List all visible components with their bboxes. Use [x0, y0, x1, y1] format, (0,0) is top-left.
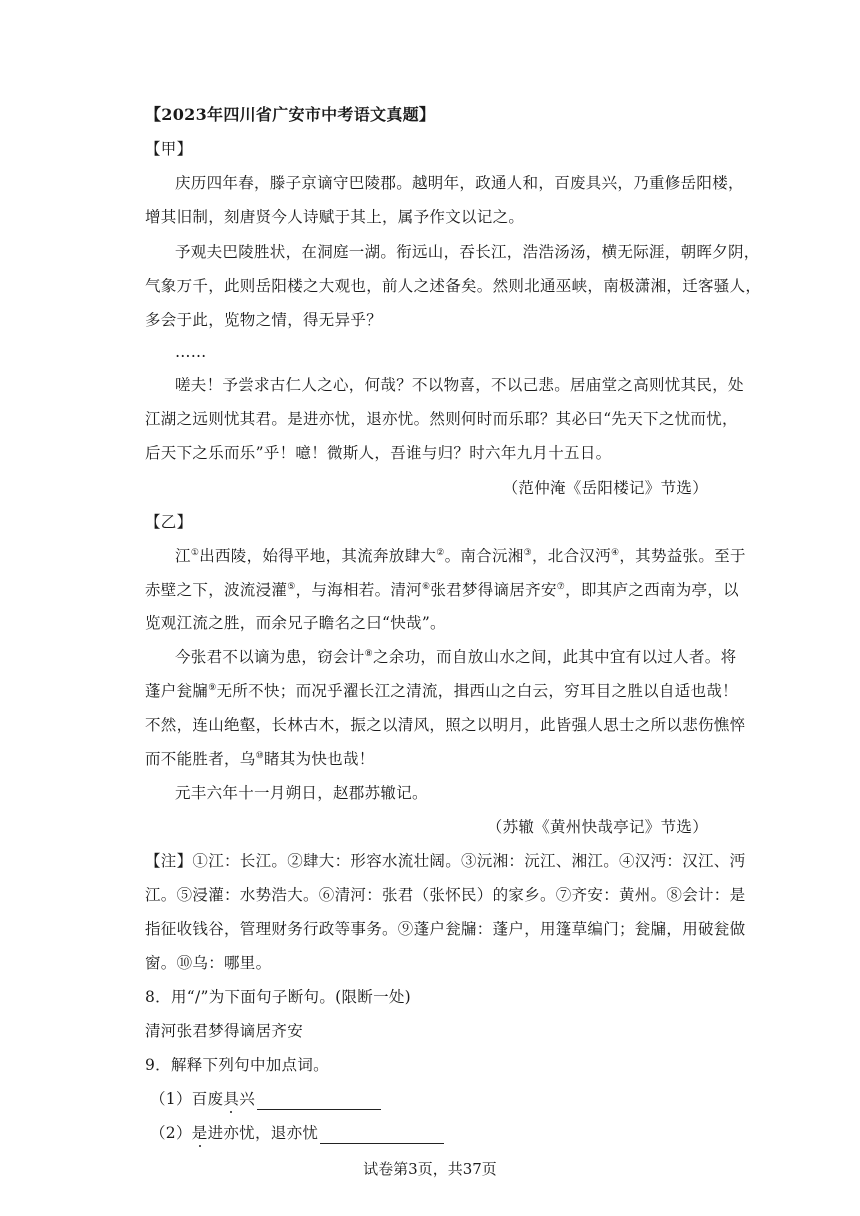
footnote-marker: ⑧ — [364, 648, 373, 659]
question-8-sentence: 清河张君梦得谪居齐安 — [145, 1022, 304, 1040]
yi-text-line: 今张君不以谪为患，窃会计⑧之余功，而自放山水之间，此其中宜有以过人者。将 — [175, 648, 737, 666]
yi-text-line: 不然，连山绝壑，长林古木，振之以清风，照之以明月，此皆强人思士之所以悲伤憔悴 — [145, 716, 746, 734]
notes-line: 指征收钱谷，管理财务行政等事务。⑨蓬户瓮牖：蓬户，用篷草编门；瓮牖，用破瓮做 — [145, 920, 746, 938]
question-9-item-2: （2）是进亦忧，退亦忧 — [150, 1122, 730, 1144]
footnote-marker: ⑤ — [287, 581, 296, 592]
emphasis-dot-word: 具 — [223, 1090, 240, 1108]
notes-line: 窗。⑩乌：哪里。 — [145, 954, 272, 972]
exam-heading: 【2023年四川省广安市中考语文真题】 — [145, 105, 436, 124]
yi-text-line: 览观江流之胜，而余兄子瞻名之曰“快哉”。 — [145, 614, 446, 632]
answer-blank[interactable] — [257, 1093, 381, 1110]
question-9-stem: 9．解释下列句中加点词。 — [145, 1056, 329, 1074]
yi-text-line: 蓬户瓮牖⑨无所不快；而况乎濯长江之清流，揖西山之白云，穷耳目之胜以自适也哉！ — [145, 682, 738, 700]
yi-source: （苏辙《黄州快哉亭记》节选） — [486, 818, 708, 836]
jia-text-line: 庆历四年春，滕子京谪守巴陵郡。越明年，政通人和，百废具兴，乃重修岳阳楼， — [175, 174, 744, 192]
page-footer: 试卷第3页，共37页 — [363, 1160, 497, 1178]
jia-text-line: 多会于此，览物之情，得无异乎？ — [145, 311, 383, 329]
question-8-stem: 8．用“/”为下面句子断句。(限断一处) — [145, 988, 412, 1006]
yi-text-line: 赤壁之下，波流浸灌⑤，与海相若。清河⑥张君梦得谪居齐安⑦，即其庐之西南为亭，以 — [145, 581, 739, 599]
jia-text-line: 江湖之远则忧其君。是进亦忧，退亦忧。然则何时而乐耶？其必曰“先天下之忧而忧， — [145, 410, 738, 428]
footnote-marker: ⑦ — [556, 581, 566, 592]
emphasis-dot-word: 是 — [191, 1124, 208, 1142]
footnote-marker: ③ — [523, 547, 532, 558]
yi-text-line: 而不能胜者，乌⑩睹其为快也哉！ — [145, 750, 375, 768]
footnote-marker: ④ — [610, 547, 620, 558]
notes-line: 【注】①江：长江。②肆大：形容水流壮阔。③沅湘：沅江、湘江。④汉沔：汉江、沔 — [145, 852, 746, 870]
yi-text-line: 江①出西陵，始得平地，其流奔放肆大②。南合沅湘③，北合汉沔④，其势益张。至于 — [175, 547, 746, 565]
question-9-item-1: （1）百废具兴 — [150, 1088, 730, 1110]
footnote-marker: ⑨ — [208, 682, 217, 693]
jia-text-line: 气象万千，此则岳阳楼之大观也，前人之述备矣。然则北通巫峡，南极潇湘，迁客骚人， — [145, 277, 762, 295]
jia-text-line: 增其旧制，刻唐贤今人诗赋于其上，属予作文以记之。 — [145, 208, 525, 226]
section-label-yi: 【乙】 — [145, 513, 193, 531]
ellipsis: …… — [175, 343, 207, 361]
jia-text-line: 予观夫巴陵胜状，在洞庭一湖。衔远山，吞长江，浩浩汤汤，横无际涯，朝晖夕阴， — [175, 243, 760, 261]
jia-text-line: 后天下之乐而乐”乎！噫！微斯人，吾谁与归？时六年九月十五日。 — [145, 444, 612, 462]
jia-text-line: 嗟夫！予尝求古仁人之心，何哉？不以物喜，不以己悲。居庙堂之高则忧其民，处 — [175, 376, 744, 394]
footnote-marker: ② — [436, 547, 445, 558]
answer-blank[interactable] — [320, 1127, 444, 1144]
jia-source: （范仲淹《岳阳楼记》节选） — [502, 479, 708, 497]
yi-text-line: 元丰六年十一月朔日，赵郡苏辙记。 — [175, 784, 428, 802]
footnote-marker: ⑩ — [255, 750, 264, 761]
section-label-jia: 【甲】 — [145, 140, 193, 158]
footnote-marker: ① — [190, 547, 200, 558]
notes-line: 江。⑤浸灌：水势浩大。⑥清河：张君（张怀民）的家乡。⑦齐安：黄州。⑧会计：是 — [145, 886, 746, 904]
footnote-marker: ⑥ — [421, 581, 431, 592]
